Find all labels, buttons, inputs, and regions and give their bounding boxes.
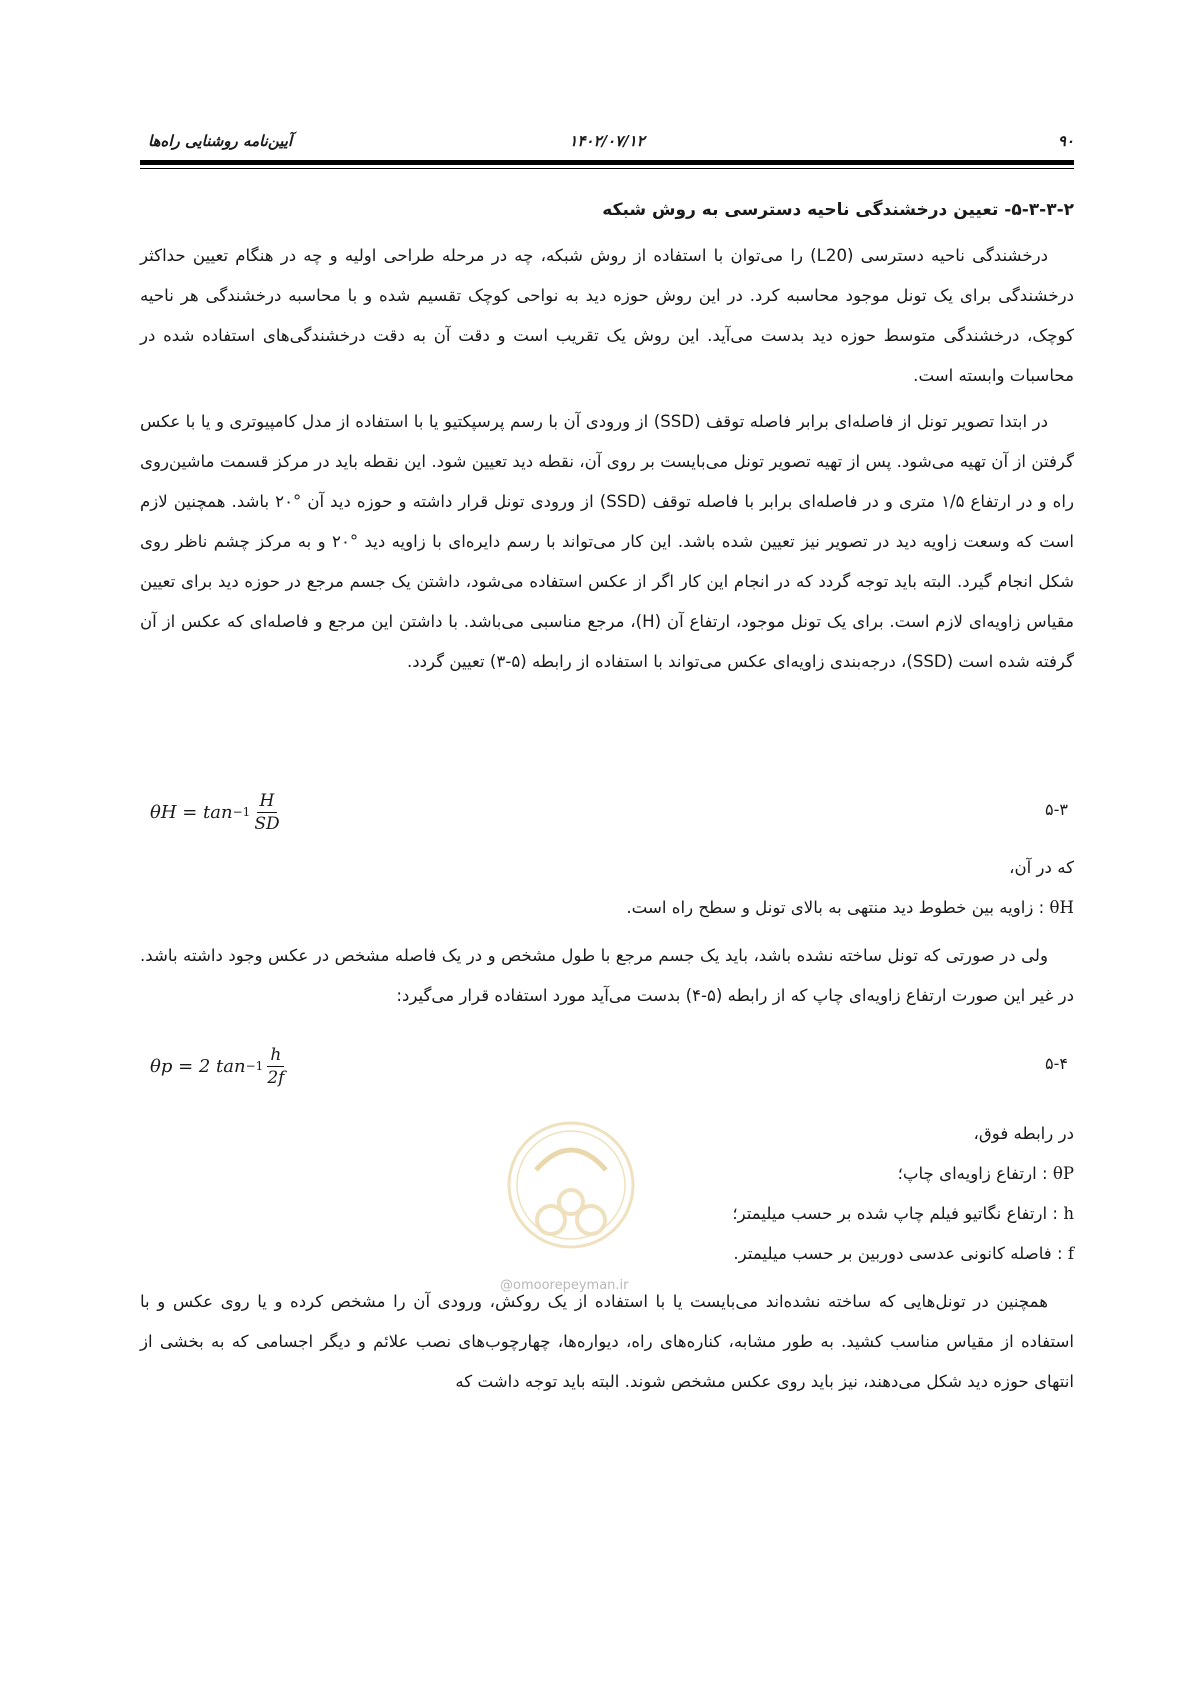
document-title: آیین‌نامه روشنایی راه‌ها bbox=[148, 132, 293, 150]
header-date: ۱۴۰۲/۰۷/۱۲ bbox=[569, 132, 645, 150]
definition-text: : ارتفاع نگاتیو فیلم چاپ شده بر حسب میلیمتر؛ bbox=[732, 1204, 1059, 1223]
fraction-denominator: SD bbox=[254, 813, 280, 834]
equation-formula bbox=[150, 782, 280, 842]
equation-superscript: −1 bbox=[245, 1059, 264, 1073]
paragraph-4: همچنین در تونل‌هایی که ساخته نشده‌اند می‌بایست یا با استفاده از یک روکش، ورودی آن را مشخص کرده و یا روی عکس و با استفاده از مقیاس مناسب کشید. به طور مشابه، کناره‌های راه، دیواره‌ها، چهارچوب‌های نصب علائم و دیگر اجسامی که به بخشی از انتهای حوزه دید شکل می‌دهند، نیز باید روی عکس مشخص شوند. البته باید توجه داشت که bbox=[140, 1292, 1074, 1391]
definition-text: : ارتفاع زاویه‌ای چاپ؛ bbox=[897, 1164, 1048, 1183]
definition-text: : زاویه بین خطوط دید منتهی به بالای تونل و سطح راه است. bbox=[626, 898, 1045, 917]
fraction-numerator: h bbox=[267, 1044, 284, 1067]
equation-lhs: θp = 2 tan bbox=[150, 1055, 246, 1077]
paragraph-block-3 bbox=[140, 936, 1074, 1016]
definitions-intro: که در آن، bbox=[1009, 858, 1074, 877]
equation-5-3 bbox=[140, 782, 1074, 842]
equation-lhs: θH = tan bbox=[150, 801, 233, 823]
paragraph-2: در ابتدا تصویر تونل از فاصله‌ای برابر فاصله توقف (SSD) از ورودی آن با رسم پرسپکتیو یا با استفاده از مدل کامپیوتری و یا با عکس گرفتن از آن تهیه می‌شود. پس از تهیه تصویر تونل می‌بایست بر روی آن، نقطه دید تعیین شود. این نقطه باید در مرکز قسمت ماشین‌روی راه و در ارتفاع ۱/۵ متری و در فاصله‌ای برابر با فاصله توقف (SSD) از ورودی تونل قرار داشته و حوزه دید آن °۲۰ باشد. همچنین لازم است که وسعت زاویه دید در تصویر نیز تعیین شده باشد. این کار می‌تواند با رسم دایره‌ای با زاویه دید °۲۰ و به مرکز چشم ناظر روی شکل انجام گیرد. البته باید توجه گردد که در انجام این کار اگر از عکس استفاده می‌شود، داشتن یک جسم مرجع در حوزه دید برای تعیین مقیاس زاویه‌ای لازم است. برای یک تونل موجود، ارتفاع آن (H)، مرجع مناسبی می‌باشد. با داشتن این مرجع و فاصله‌ای که عکس از آن گرفته شده است (SSD)، درجه‌بندی زاویه‌ای عکس می‌تواند با استفاده از رابطه (۵-۳) تعیین گردد. bbox=[140, 412, 1074, 671]
definitions-intro: در رابطه فوق، bbox=[973, 1124, 1074, 1143]
page-number: ۹۰ bbox=[1057, 132, 1074, 150]
header-rule-thick bbox=[140, 160, 1074, 165]
equation-number: ۵-۴ bbox=[1045, 1054, 1068, 1073]
definition-symbol: θP bbox=[1052, 1164, 1074, 1183]
definition-symbol: θH bbox=[1049, 898, 1074, 917]
section-heading: ۵-۳-۳-۲- تعیین درخشندگی ناحیه دسترسی به روش شبکه bbox=[602, 200, 1074, 220]
paragraph-1: درخشندگی ناحیه دسترسی (L20) را می‌توان با استفاده از روش شبکه، چه در مرحله طراحی اولیه و چه در هنگام تعیین حداکثر درخشندگی برای یک تونل موجود محاسبه کرد. در این روش حوزه دید به نواحی کوچک تقسیم شده و با محاسبه درخشندگی هر ناحیه کوچک، درخشندگی متوسط حوزه دید بدست می‌آید. این روش یک تقریب است و دقت آن به دقت درخشندگی‌های استفاده شده در محاسبات وابسته است. bbox=[140, 246, 1074, 385]
paragraph-3: ولی در صورتی که تونل ساخته نشده باشد، باید یک جسم مرجع با طول مشخص و در یک فاصله مشخص در عکس وجود داشته باشد. در غیر این صورت ارتفاع زاویه‌ای چاپ که از رابطه (۵-۴) بدست می‌آید مورد استفاده قرار می‌گیرد: bbox=[140, 946, 1074, 1005]
fraction-denominator: 2f bbox=[267, 1067, 285, 1088]
definitions-block-1 bbox=[140, 848, 1074, 928]
page-header bbox=[140, 128, 1074, 154]
header-rule-thin bbox=[140, 168, 1074, 169]
definition-text: : فاصله کانونی عدسی دوربین بر حسب میلیمتر. bbox=[733, 1244, 1063, 1263]
equation-superscript: −1 bbox=[232, 805, 251, 819]
watermark-logo-icon bbox=[506, 1110, 636, 1280]
fraction-numerator: H bbox=[257, 790, 278, 813]
equation-fraction bbox=[254, 790, 279, 835]
equation-number: ۵-۳ bbox=[1045, 800, 1068, 819]
section-body bbox=[140, 190, 1074, 682]
equation-formula bbox=[150, 1036, 284, 1096]
definition-symbol: h bbox=[1063, 1204, 1074, 1223]
paragraph-block-4 bbox=[140, 1282, 1074, 1402]
equation-5-4 bbox=[140, 1036, 1074, 1096]
definition-item bbox=[140, 888, 1074, 928]
equation-fraction bbox=[267, 1044, 284, 1089]
watermark-site: @omoorepeyman.ir bbox=[500, 1278, 629, 1293]
definition-symbol: f bbox=[1067, 1244, 1074, 1263]
